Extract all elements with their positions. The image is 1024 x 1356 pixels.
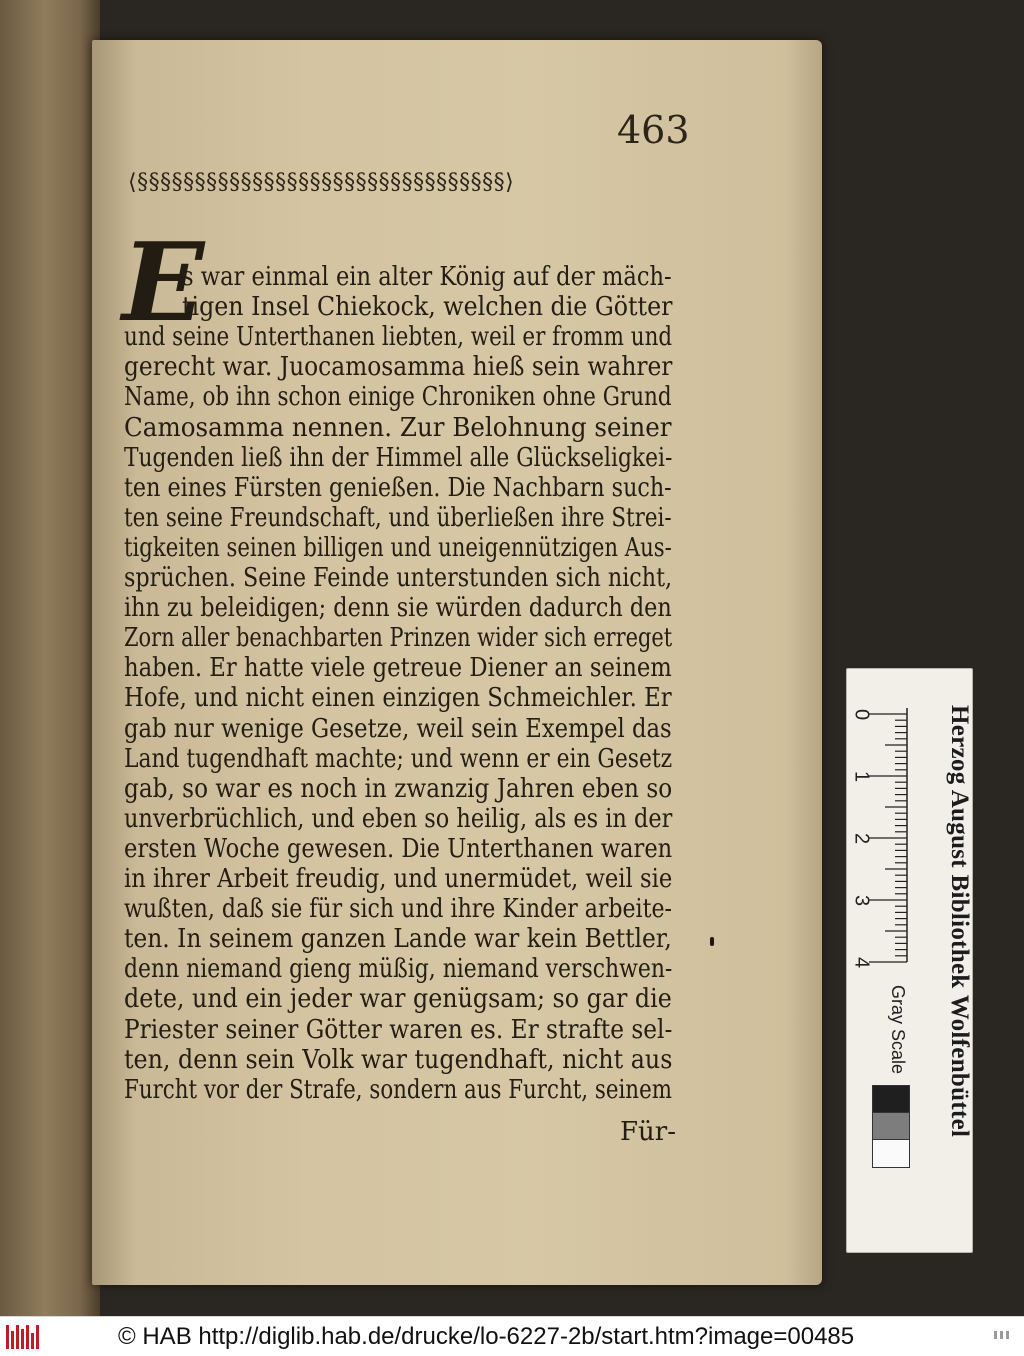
hab-logo-icon bbox=[6, 1325, 42, 1349]
text-line: tigkeiten seinen billigen und uneigennützigen Aus- bbox=[124, 531, 672, 563]
scale-number: 3 bbox=[850, 894, 873, 907]
footer-bar bbox=[0, 1316, 1024, 1356]
text-line: haben. Er hatte viele getreue Diener an seinem bbox=[124, 652, 672, 684]
institution-label: Herzog August Bibliothek Wolfenbüttel bbox=[946, 705, 973, 1138]
text-line: sprüchen. Seine Feinde unterstunden sich nicht, bbox=[124, 562, 673, 593]
text-line: ten. In seinem ganzen Lande war kein Bettler, bbox=[124, 923, 672, 955]
text-line: wußten, daß sie für sich und ihre Kinder arbeite- bbox=[124, 893, 672, 925]
ink-speck bbox=[710, 937, 714, 946]
text-line: Land tugendhaft machte; und wenn er ein Gesetz bbox=[124, 742, 673, 774]
text-line: Furcht vor der Strafe, sondern aus Furcht, seinem bbox=[124, 1073, 672, 1105]
copyright-link[interactable]: © HAB http://diglib.hab.de/drucke/lo-6227-2b/start.htm?image=00485 bbox=[118, 1323, 855, 1350]
gray-scale-label: Gray Scale bbox=[888, 985, 908, 1075]
swatch-white bbox=[872, 1139, 910, 1168]
ruler-scale bbox=[868, 700, 908, 970]
text-line: Tugenden ließ ihn der Himmel alle Glückseligkei- bbox=[124, 441, 673, 473]
page-number: 463 bbox=[617, 108, 690, 152]
catchword: Für- bbox=[620, 1117, 676, 1147]
text-line: gab, so war es noch in zwanzig Jahren eben so bbox=[124, 772, 673, 804]
text-line: ihn zu beleidigen; denn sie würden dadurch den bbox=[124, 592, 672, 624]
scale-number: 2 bbox=[850, 832, 873, 845]
text-line: gab nur wenige Gesetze, weil sein Exempel das bbox=[124, 712, 672, 744]
ornamental-border: ⟨§§§§§§§§§§§§§§§§§§§§§§§§§§§§§§§§⟩ bbox=[128, 170, 515, 195]
text-line: und seine Unterthanen liebten, weil er fromm und bbox=[124, 321, 673, 353]
text-line: ten, denn sein Volk war tugendhaft, nicht aus bbox=[124, 1043, 673, 1075]
drop-cap: E bbox=[122, 220, 205, 346]
text-line: in ihrer Arbeit freudig, und unermüdet, weil sie bbox=[124, 863, 673, 894]
text-line: Zorn aller benachbarten Prinzen wider sich erreget bbox=[124, 622, 673, 654]
text-line: denn niemand gieng müßig, niemand verschwen- bbox=[124, 953, 673, 985]
scale-number: 0 bbox=[850, 708, 873, 721]
text-line: Name, ob ihn schon einige Chroniken ohne Grund bbox=[124, 381, 672, 413]
dots-icon bbox=[994, 1331, 1016, 1339]
text-line: gerecht war. Juocamosamma hieß sein wahrer bbox=[124, 351, 673, 383]
text-line: s war einmal ein alter König auf der mäch- bbox=[182, 261, 672, 292]
text-line: Camosamma nennen. Zur Belohnung seiner bbox=[124, 411, 672, 443]
previous-page-edge bbox=[0, 0, 100, 1316]
text-line: unverbrüchlich, und eben so heilig, als es in der bbox=[124, 802, 673, 834]
text-line: ersten Woche gewesen. Die Unterthanen waren bbox=[124, 832, 673, 864]
swatch-gray bbox=[872, 1112, 910, 1141]
text-line: dete, und ein jeder war genügsam; so gar die bbox=[124, 983, 672, 1015]
text-line: ten eines Fürsten genießen. Die Nachbarn such- bbox=[124, 471, 672, 503]
swatch-black bbox=[872, 1085, 910, 1114]
scale-number: 4 bbox=[850, 956, 873, 969]
text-line: ten seine Freundschaft, und überließen ihre Strei- bbox=[124, 501, 672, 533]
scale-number: 1 bbox=[850, 770, 873, 783]
text-line: tigen Insel Chiekock, welchen die Götter bbox=[182, 291, 673, 323]
text-line: Hofe, und nicht einen einzigen Schmeichler. Er bbox=[124, 682, 672, 714]
text-line: Priester seiner Götter waren es. Er strafte sel- bbox=[124, 1013, 673, 1045]
